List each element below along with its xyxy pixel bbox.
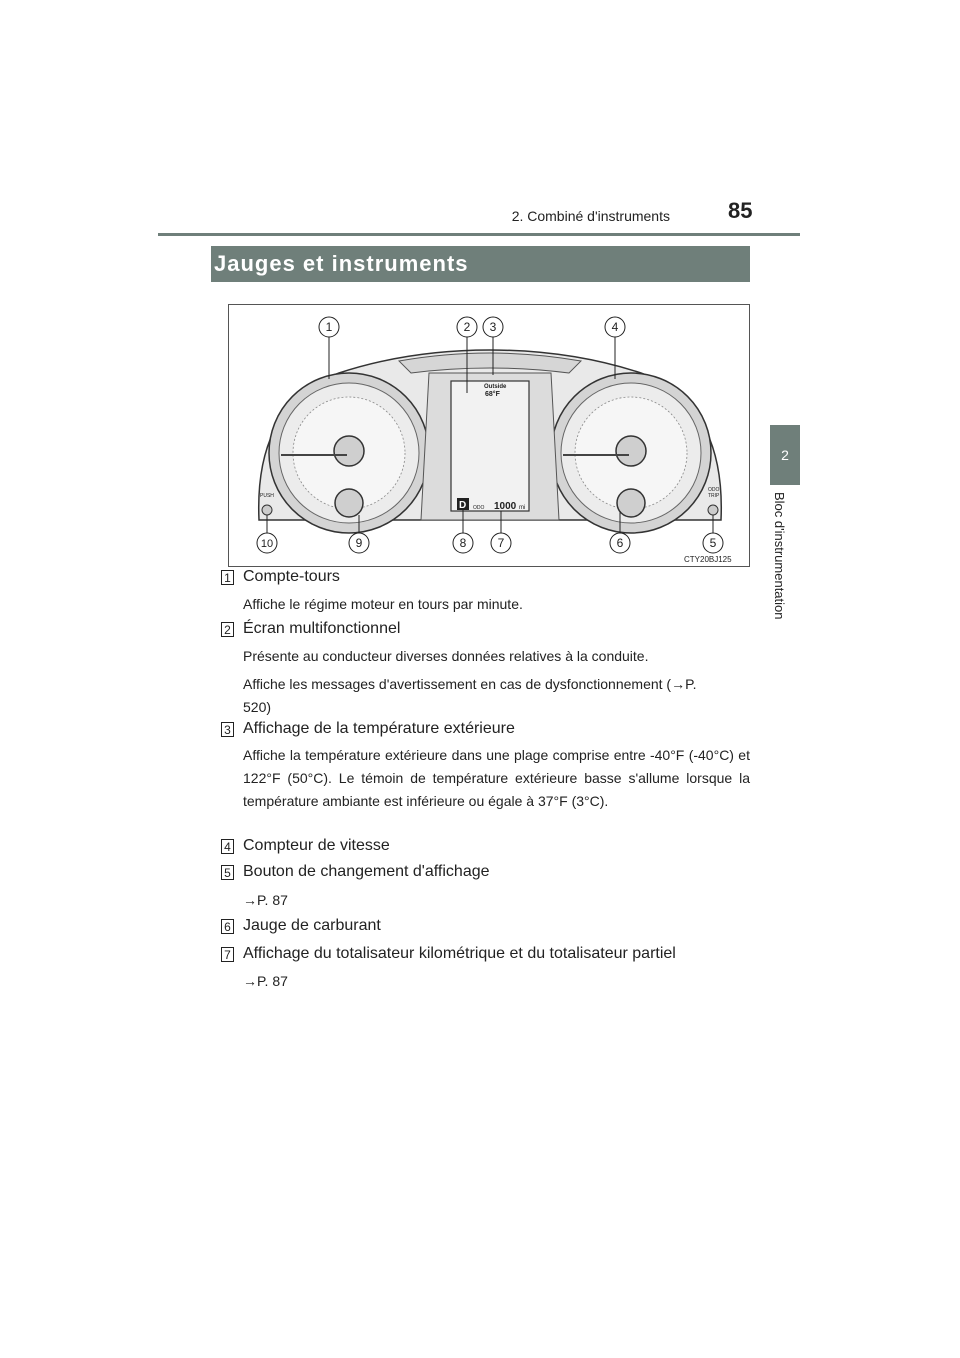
callout-7: 7 <box>497 536 505 550</box>
item-desc: Affiche les messages d'avertissement en cas de dysfonctionnement (→P. 520) <box>243 676 697 715</box>
instrument-cluster-drawing <box>229 305 751 568</box>
item-title-fuel-gauge: Jauge de carburant <box>243 917 381 934</box>
item-desc: Affiche la température extérieure dans une plage comprise entre -40°F (-40°C) et 122°F (50°C). Le témoin de température extérieure basse s'allume lorsque la température ambiante est inférieure ou égale à 37°F (3°C). <box>243 747 750 809</box>
item-ref-link[interactable]: →P. 87 <box>243 892 288 908</box>
item-title-display-button: Bouton de changement d'affichage <box>243 863 490 880</box>
callout-4: 4 <box>611 320 619 334</box>
display-outside-temp: 68°F <box>485 391 500 398</box>
item-number-box: 6 <box>221 919 234 934</box>
item-number-box: 4 <box>221 839 234 854</box>
callout-8: 8 <box>459 536 467 550</box>
section-title: Jauges et instruments <box>211 246 750 282</box>
callout-3: 3 <box>489 320 497 334</box>
odo-button-label-2: TRIP <box>708 493 720 499</box>
chapter-tab[interactable]: 2 <box>770 425 800 485</box>
item-number-box: 7 <box>221 947 234 962</box>
item-title-odometer: Affichage du totalisateur kilométrique et du totalisateur partiel <box>243 945 676 962</box>
callout-10: 10 <box>260 538 274 550</box>
callout-6: 6 <box>616 536 624 550</box>
item-title-tachometer: Compte-tours <box>243 568 340 585</box>
chapter-label <box>772 492 798 642</box>
push-button-label: PUSH <box>260 493 274 499</box>
callout-1: 1 <box>325 320 333 334</box>
item-desc: Présente au conducteur diverses données relatives à la conduite. <box>243 648 649 664</box>
item-ref-link[interactable]: →P. 87 <box>243 973 288 989</box>
display-gear: D <box>459 500 467 511</box>
header-rule <box>158 233 800 236</box>
item-desc: Affiche le régime moteur en tours par minute. <box>243 596 523 612</box>
display-outside-label: Outside <box>484 384 507 390</box>
item-number-box: 3 <box>221 722 234 737</box>
callout-9: 9 <box>355 536 363 550</box>
item-number-box: 2 <box>221 622 234 637</box>
instrument-cluster-figure <box>228 304 750 567</box>
item-title-speedometer: Compteur de vitesse <box>243 837 390 854</box>
item-number-box: 5 <box>221 865 234 880</box>
chapter-label-text: Bloc d'instrumentation <box>772 492 787 620</box>
figure-code: CTY20BJ125 <box>684 555 732 564</box>
running-header-section: 2. Combiné d'instruments <box>511 208 670 224</box>
display-odometer-unit: mi <box>519 505 526 511</box>
callout-5: 5 <box>709 536 717 550</box>
callout-2: 2 <box>463 320 471 334</box>
item-title-outside-temp: Affichage de la température extérieure <box>243 720 515 737</box>
page-number: 85 <box>728 198 753 223</box>
item-title-multi-display: Écran multifonctionnel <box>243 620 401 637</box>
item-number-box: 1 <box>221 570 234 585</box>
display-odometer: 1000 <box>494 501 517 512</box>
odo-button-label-1: ODO <box>708 487 720 493</box>
display-odo-label: ODO <box>473 505 485 511</box>
